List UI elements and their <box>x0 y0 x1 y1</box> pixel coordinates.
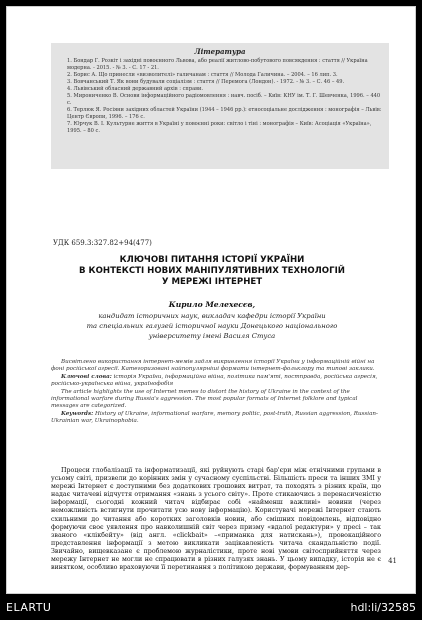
reference-item: 4. Львівський обласний державний архів : справи. <box>67 86 204 92</box>
journal-page <box>6 6 416 594</box>
reference-item: 3. Вовчанський Т. Як вони будували соціалізм : стаття // Перемога (Лондон). - 1972. - № 3. – С. 46 – 49. <box>67 79 345 85</box>
author-affiliation <box>37 311 387 341</box>
article-body <box>51 467 381 572</box>
handle-label: hdl:li/32585 <box>350 601 416 614</box>
author-name: Кирило Мелехесєв, <box>168 300 256 309</box>
title-line: В КОНТЕКСТІ НОВИХ МАНІПУЛЯТИВНИХ ТЕХНОЛОГІЙ <box>79 266 345 276</box>
keywords-uk-label: Ключові слова: <box>61 373 112 380</box>
affiliation-line: університету імені Василя Стуса <box>148 332 276 340</box>
abstract-uk: Висвітлено використання інтернет-мемів задля викривлення історії України у інформаційній війні на фоні російської агресії. Категоризовані найпопулярніші формати інтернет-фольклору та типові заклики. <box>51 359 375 373</box>
title-line: У МЕРЕЖІ ІНТЕРНЕТ <box>161 277 263 287</box>
affiliation-line: та спеціальних галузей історичної науки Донецького національного <box>86 322 338 330</box>
title-line: КЛЮЧОВІ ПИТАННЯ ІСТОРІЇ УКРАЇНИ <box>119 255 305 265</box>
article-title <box>37 255 387 288</box>
reference-item: 7. Юрчук В. І. Культурне життя в Україні у повоєнні роки: світло і тіні : монографія – Київ: Асоціація «Україна», 1995. – 80 с. <box>67 121 372 134</box>
keywords-en-label: Keywords: <box>61 410 94 417</box>
abstract-en: The article highlights the use of Internet memes to distort the history of Ukraine in the context of the informational warfare during Russia's aggression. The most popular formats of Internet folklore and typical messages are categorized. <box>51 388 358 410</box>
repository-label: ELARTU <box>6 601 52 614</box>
udc-code: УДК 659.3:327.82+94(477) <box>53 239 152 247</box>
reference-item: 1. Бондар Г. Розкіт і західні повоєнного Львова, або реалії житлово-побутового повсякдення : стаття // Україна модерна. - 2015. - № 3. - С. 17 - 21. <box>67 58 368 71</box>
body-paragraph: Процеси глобалізації та інформатизації, які руйнують старі бар'єри між етнічними групами в усьому світі, призвели до корінних змін у сучасному суспільстві. Більшість преси та інших ЗМІ у мережі Інтернет є доступними без додаткових грошових витрат, та походять з різних країн, що надає читачеві відчуття отримання «знань з усього світу». Проте стикаючись з перенасиченістю інформації, сьогодні кожний читач відбирає собі «найменш важливі» новини (через неможливість встигнути прочитати усю нову інформацію). Користувачі мережі Інтернет стають схильними до читання або коротких заголовків новин, або смішних повідомлень, відповідно формуючи своє уявлення про навколишній світ через призму «вдалої редактури» у пресі – так званого «клікбейту» (від англ. «clickbait» –«приманка для натискань»), провокаційного представлення інформації з метою викликати зацікавленість читача скандальністю події. Звичайно, вищевказане є проблемою журналістики, проте нові умови світосприйняття через мережу Інтернет не могли не спрацювати в різних галузях знань. У цьому випадку, історія не є винятком, особливо враховуючи її перетинання з політикою держави, формуванням дер- <box>51 467 381 572</box>
affiliation-line: кандидат історичних наук, викладач кафедри історії України <box>98 312 326 320</box>
keywords-en-text: History of Ukraine, informational warfare, memory politic, post-truth, Russian aggression, Russian-Ukrainian war, Ukrainophobia. <box>51 410 378 425</box>
references-list <box>59 58 385 135</box>
abstract <box>51 359 381 426</box>
reference-item: 2. Борис А. Що принесли «визволителі» галичанам : стаття // Молода Галичина. – 2004. – 16 лип. 3. <box>67 72 338 78</box>
keywords-en <box>51 411 381 426</box>
references-heading: Література <box>194 47 246 56</box>
page-number: 41 <box>388 557 397 565</box>
keywords-uk <box>51 374 381 389</box>
reference-item: 5. Мирониченко В. Основи інформаційного радіомовлення : навч. посіб. – Київ: КНУ ім. Т. Г. Шевченка, 1996. – 440 с. <box>67 93 381 106</box>
reference-item: 6. Терлюк Я. Росіяни західних областей України (1944 – 1946 рр.): етносоціальне дослідження : монографія – Львів: Центр Європи, 1996. – 176 с. <box>67 107 382 120</box>
keywords-uk-text: історія України, інформаційна війна, політика пам'яті, постправда, російська агресія, російсько-українська війна, укрaїнофобія <box>51 373 378 388</box>
references-box <box>51 43 389 169</box>
